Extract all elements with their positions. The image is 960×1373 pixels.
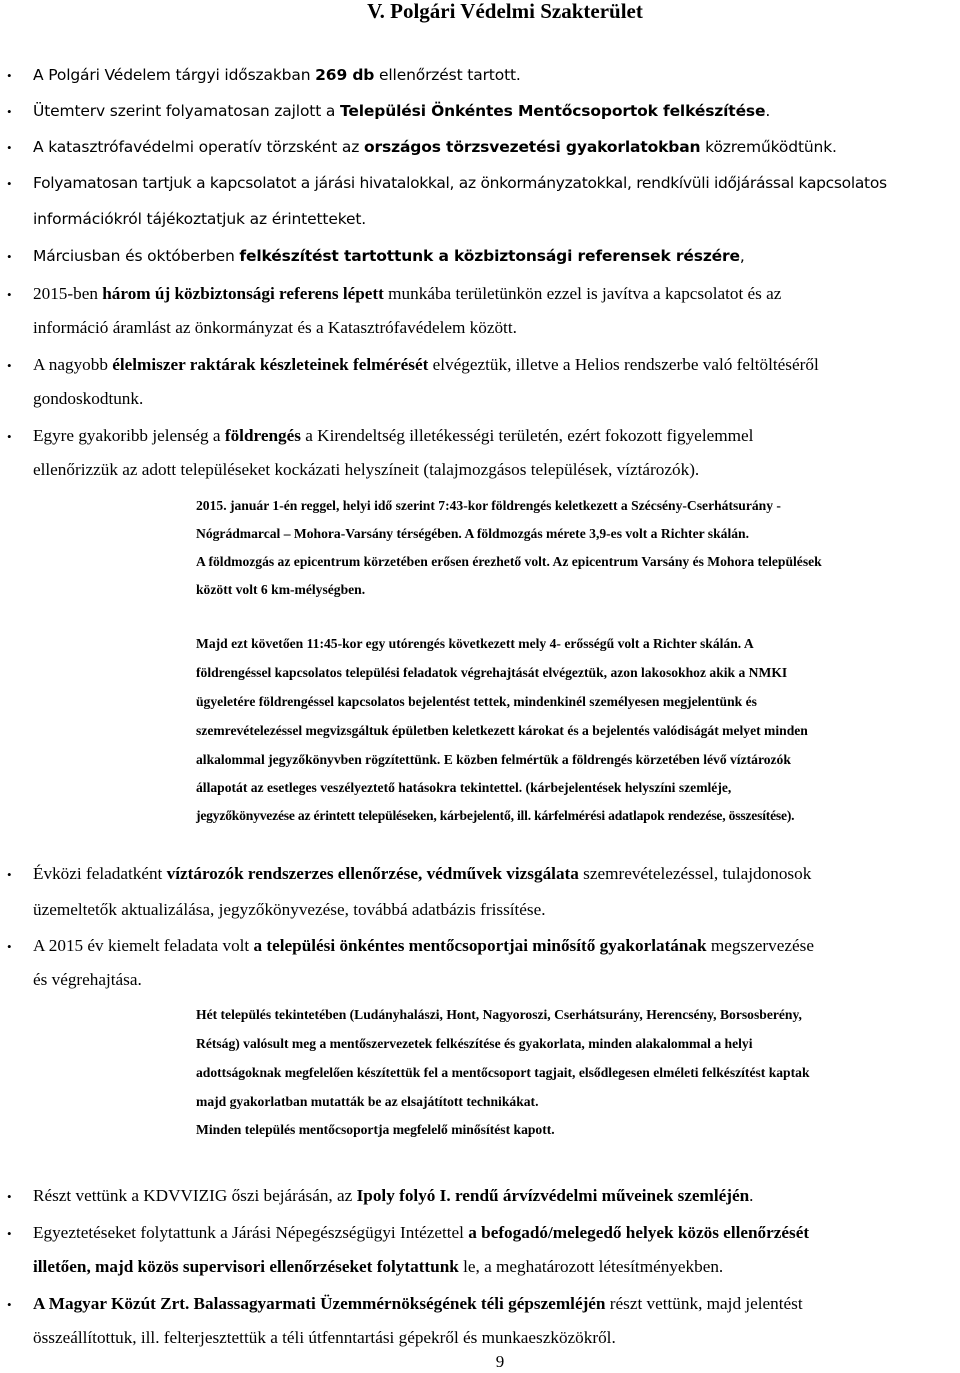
detail-line: földrengéssel kapcsolatos települési feladatok végrehajtását elvégeztük, azon lakosokhoz akik a NMKI: [196, 665, 788, 680]
bullet-item: Márciusban és októberben felkészítést tartottunk a közbiztonsági referensek részére,: [33, 247, 745, 265]
detail-line: jegyzőkönyvezése az érintett településeken, kárbejelentő, ill. kárfelmérési adatlapok rendezése, összesítése).: [196, 808, 795, 823]
bullet-item-continuation: gondoskodtunk.: [33, 389, 144, 408]
bullet-icon: •: [7, 176, 12, 191]
bullet-item-continuation: információ áramlást az önkormányzat és a Katasztrófavédelem között.: [33, 318, 517, 337]
bullet-item-continuation: üzemeltetők aktualizálása, jegyzőkönyvezése, továbbá adatbázis frissítése.: [33, 900, 546, 919]
detail-line: között volt 6 km-mélységben.: [196, 582, 366, 597]
bullet-item: A nagyobb élelmiszer raktárak készleteinek felmérését elvégeztük, illetve a Helios rendszerbe való feltöltéséről: [33, 355, 819, 374]
detail-line: 2015. január 1-én reggel, helyi idő szerint 7:43-kor földrengés keletkezett a Szécsény-Cserhátsurány -: [196, 498, 781, 513]
detail-line: adottságoknak megfelelően készítettük fel a mentőcsoport tagjait, elsődlegesen elméleti felkészítést kaptak: [196, 1065, 810, 1080]
detail-line: majd gyakorlatban mutatták be az elsajátított technikákat.: [196, 1094, 539, 1109]
bullet-item: 2015-ben három új közbiztonsági referens lépett munkába területünkön ezzel is javítva a kapcsolatot és az: [33, 284, 782, 303]
detail-line: alkalommal jegyzőkönyvben rögzítettünk. E közben felmértük a földrengés körzetében lévő víztározók: [196, 752, 791, 767]
section-title: V. Polgári Védelmi Szakterület: [367, 0, 643, 23]
bullet-icon: •: [7, 1297, 12, 1312]
bullet-item: A katasztrófavédelmi operatív törzsként az országos törzsvezetési gyakorlatokban közreműködtünk.: [33, 138, 837, 156]
detail-line: Rétság) valósult meg a mentőszervezetek felkészítése és gyakorlata, minden alakalommal a helyi: [196, 1036, 753, 1051]
bullet-item: Részt vettünk a KDVVIZIG őszi bejárásán, az Ipoly folyó I. rendű árvízvédelmi műveinek szemléjén.: [33, 1186, 754, 1205]
bullet-icon: •: [7, 1226, 12, 1241]
bullet-item: A 2015 év kiemelt feladata volt a települési önkéntes mentőcsoportjai minősítő gyakorlatának megszervezése: [33, 936, 814, 955]
detail-line: állapotát az esetleges veszélyeztető hatásokra tekintettel. (kárbejelentések helyszíni szemléje,: [196, 780, 732, 795]
bullet-item-continuation: és végrehajtása.: [33, 970, 142, 989]
bullet-item: Egyeztetéseket folytattunk a Járási Népegészségügyi Intézettel a befogadó/melegedő helyek közös ellenőrzését: [33, 1223, 810, 1242]
bullet-item: Ütemterv szerint folyamatosan zajlott a Települési Önkéntes Mentőcsoportok felkészítése.: [33, 102, 771, 120]
bullet-icon: •: [7, 249, 12, 264]
bullet-icon: •: [7, 939, 12, 954]
bullet-icon: •: [7, 140, 12, 155]
bullet-item: Folyamatosan tartjuk a kapcsolatot a járási hivatalokkal, az önkormányzatokkal, rendkívüli időjárással kapcsolatos: [33, 174, 887, 192]
bullet-icon: •: [7, 358, 12, 373]
bullet-item-continuation: összeállítottuk, ill. felterjesztettük a téli útfenntartási gépekről és munkaeszközökről.: [33, 1328, 616, 1347]
detail-line: Hét település tekintetében (Ludányhalászi, Hont, Nagyoroszi, Cserhátsurány, Herencsény, Borsosberény,: [196, 1007, 802, 1022]
bullet-icon: •: [7, 867, 12, 882]
bullet-icon: •: [7, 68, 12, 83]
bullet-icon: •: [7, 104, 12, 119]
detail-line: ügyeletére földrengéssel kapcsolatos bejelentést tettek, mindenkinél személyesen megjelentünk és: [196, 694, 757, 709]
detail-line: A földmozgás az epicentrum körzetében erősen érezhető volt. Az epicentrum Varsány és Mohora települések: [196, 554, 822, 569]
bullet-icon: •: [7, 1189, 12, 1204]
bullet-item-continuation: információkról tájékoztatjuk az érintetteket.: [33, 210, 367, 228]
bullet-item: Évközi feladatként víztározók rendszerzes ellenőrzése, védművek vizsgálata szemrevételezéssel, tulajdonosok: [33, 864, 812, 883]
bullet-item-continuation: illetően, majd közös supervisori ellenőrzéseket folytattunk le, a meghatározott létesítményekben.: [33, 1257, 724, 1276]
bullet-item: Egyre gyakoribb jelenség a földrengés a Kirendeltség illetékességi területén, ezért fokozott figyelemmel: [33, 426, 754, 445]
bullet-icon: •: [7, 429, 12, 444]
detail-line: Minden település mentőcsoportja megfelelő minősítést kapott.: [196, 1122, 555, 1137]
bullet-item: A Magyar Közút Zrt. Balassagyarmati Üzemmérnökségének téli gépszemléjén részt vettünk, majd jelentést: [33, 1294, 803, 1313]
bullet-item-continuation: ellenőrizzük az adott településeket kockázati helyszíneit (talajmozgásos települések, víztározók).: [33, 460, 700, 479]
detail-line: szemrevételezéssel megvizsgáltuk épületben keletkezett károkat és a bejelentés valódiságát melyet minden: [196, 723, 808, 738]
detail-line: Majd ezt követően 11:45-kor egy utórengés következett mely 4- erősségű volt a Richter skálán. A: [196, 636, 754, 651]
bullet-icon: •: [7, 287, 12, 302]
detail-line: Nógrádmarcal – Mohora-Varsány térségében. A földmozgás mérete 3,9-es volt a Richter skálán.: [196, 526, 749, 541]
page-number: 9: [495, 1352, 505, 1371]
bullet-item: A Polgári Védelem tárgyi időszakban 269 db ellenőrzést tartott.: [33, 66, 521, 84]
